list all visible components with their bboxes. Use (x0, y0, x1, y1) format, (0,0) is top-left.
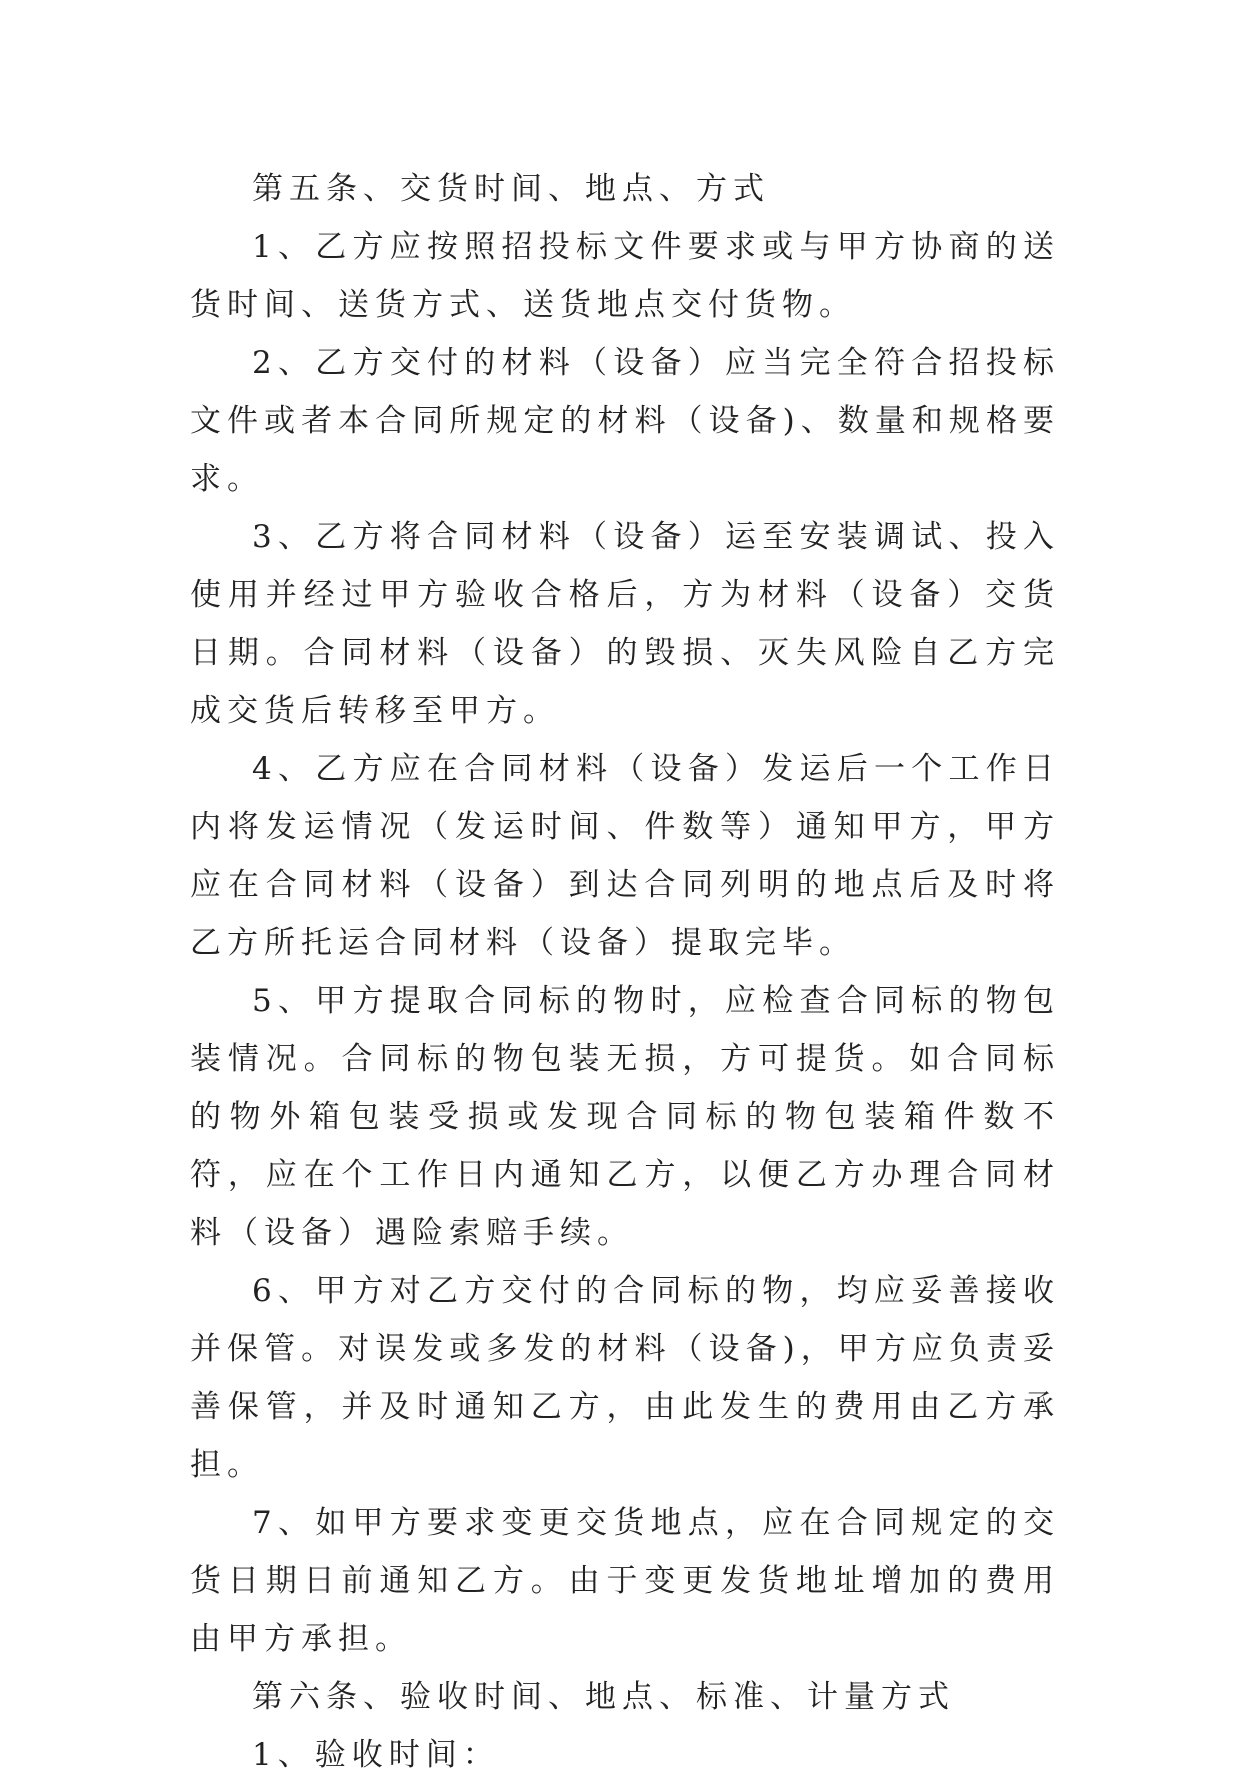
clause-5-1: 1、乙方应按照招投标文件要求或与甲方协商的送货时间、送货方式、送货地点交付货物。 (190, 229, 1060, 323)
clause-5-3: 3、乙方将合同材料（设备）运至安装调试、投入使用并经过甲方验收合格后，方为材料（设备）交货日期。合同材料（设备）的毁损、灭失风险自乙方完成交货后转移至甲方。 (190, 519, 1060, 729)
clause-5-6: 6、甲方对乙方交付的合同标的物，均应妥善接收并保管。对误发或多发的材料（设备)，甲方应负责妥善保管，并及时通知乙方，由此发生的费用由乙方承担。 (190, 1273, 1060, 1483)
document-body (190, 160, 1060, 1784)
section-heading-5: 第五条、交货时间、地点、方式 (252, 171, 770, 207)
section-heading-6: 第六条、验收时间、地点、标准、计量方式 (252, 1679, 955, 1715)
clause-5-7: 7、如甲方要求变更交货地点，应在合同规定的交货日期日前通知乙方。由于变更发货地址增加的费用由甲方承担。 (190, 1505, 1060, 1657)
clause-6-1: 1、验收时间： (252, 1737, 500, 1773)
clause-5-5: 5、甲方提取合同标的物时，应检查合同标的物包装情况。合同标的物包装无损，方可提货。如合同标的物外箱包装受损或发现合同标的物包装箱件数不符，应在个工作日内通知乙方，以便乙方办理合同材料（设备）遇险索赔手续。 (190, 983, 1060, 1251)
clause-5-2: 2、乙方交付的材料（设备）应当完全符合招投标文件或者本合同所规定的材料（设备)、数量和规格要求。 (190, 345, 1060, 497)
clause-5-4: 4、乙方应在合同材料（设备）发运后一个工作日内将发运情况（发运时间、件数等）通知甲方，甲方应在合同材料（设备）到达合同列明的地点后及时将乙方所托运合同材料（设备）提取完毕。 (190, 751, 1060, 961)
